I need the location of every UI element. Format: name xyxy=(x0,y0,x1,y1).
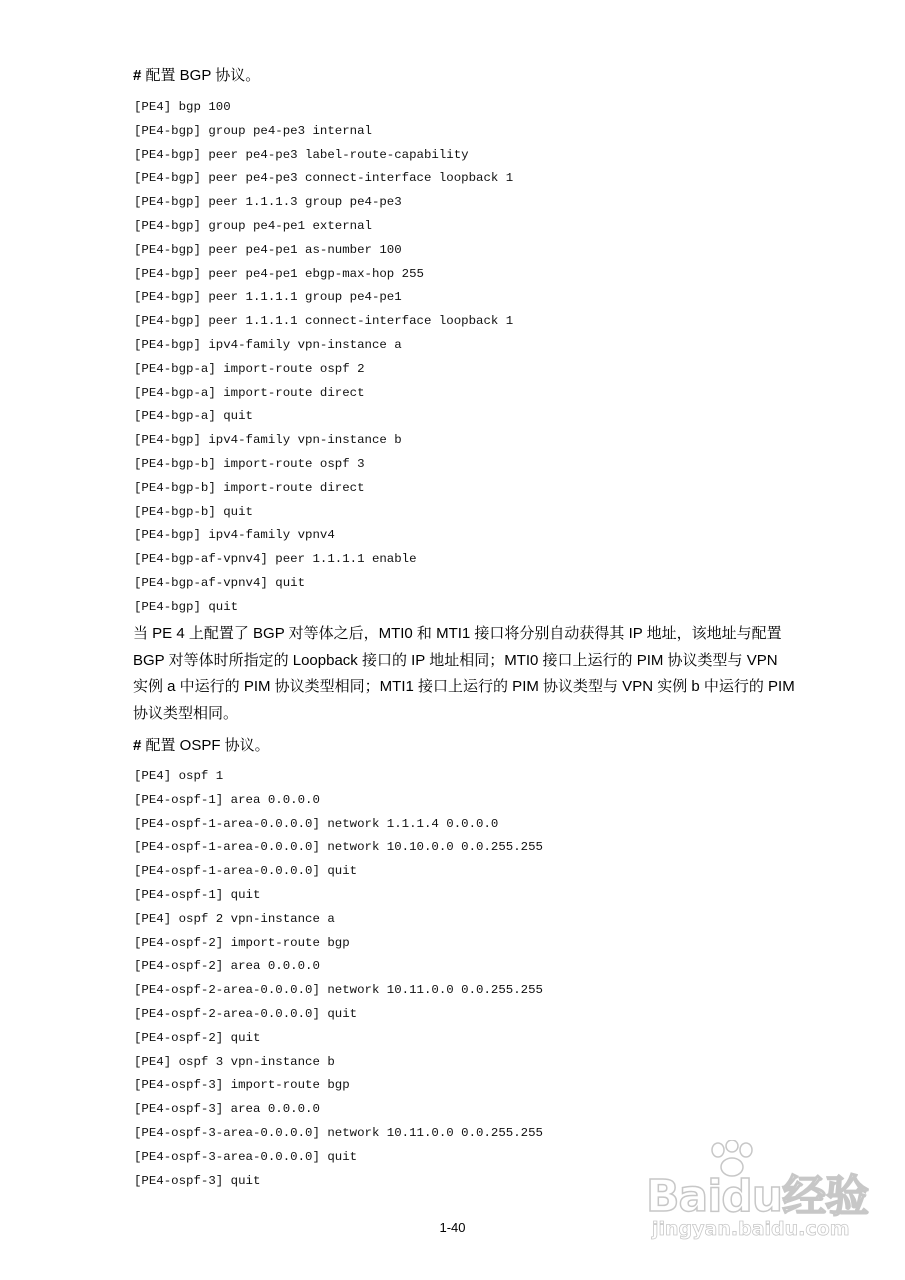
code-line: [PE4-bgp-a] quit xyxy=(134,409,253,424)
paragraph-line: 协议类型相同。 xyxy=(133,705,239,723)
code-line: [PE4-ospf-3-area-0.0.0.0] quit xyxy=(134,1149,358,1164)
paragraph-line: 当 PE 4 上配置了 BGP 对等体之后，MTI0 和 MTI1 接口将分别自动获得其 IP 地址，该地址与配置 xyxy=(133,625,782,642)
code-line: [PE4-ospf-2] import-route bgp xyxy=(134,935,350,950)
bgp-section-heading xyxy=(133,66,260,86)
code-line: [PE4-ospf-1] quit xyxy=(134,887,261,902)
heading-hash: # xyxy=(133,67,142,84)
paragraph-line: BGP 对等体时所指定的 Loopback 接口的 IP 地址相同；MTI0 接口上运行的 PIM 协议类型与 VPN xyxy=(133,651,778,669)
code-line: [PE4-bgp-af-vpnv4] peer 1.1.1.1 enable xyxy=(134,552,417,567)
ospf-section-heading xyxy=(133,736,270,756)
bgp-config-code-block xyxy=(134,96,513,620)
code-line: [PE4-ospf-2] quit xyxy=(134,1030,261,1045)
code-line: [PE4-ospf-3] quit xyxy=(134,1173,261,1188)
code-line: [PE4-bgp] peer pe4-pe1 ebgp-max-hop 255 xyxy=(134,266,424,281)
explanation-paragraph xyxy=(133,621,795,728)
watermark-url: jingyan.baidu.com xyxy=(652,1218,850,1240)
code-line: [PE4-bgp] peer pe4-pe3 connect-interface loopback 1 xyxy=(134,171,514,186)
ospf-heading-text: 配置 OSPF 协议。 xyxy=(141,737,270,754)
code-line: [PE4-ospf-1-area-0.0.0.0] network 10.10.0.0 0.0.255.255 xyxy=(134,840,543,855)
page-number: 1-40 xyxy=(439,1220,466,1235)
code-line: [PE4-ospf-1] area 0.0.0.0 xyxy=(134,792,320,807)
code-line: [PE4-bgp-b] import-route direct xyxy=(134,480,365,495)
code-line: [PE4-ospf-3] import-route bgp xyxy=(134,1078,350,1093)
code-line: [PE4-bgp] peer pe4-pe1 as-number 100 xyxy=(134,242,402,257)
code-line: [PE4] ospf 2 vpn-instance a xyxy=(134,911,335,926)
code-line: [PE4-bgp] quit xyxy=(134,599,239,614)
code-line: [PE4-ospf-1-area-0.0.0.0] network 1.1.1.4 0.0.0.0 xyxy=(134,816,499,831)
code-line: [PE4] ospf 3 vpn-instance b xyxy=(134,1054,335,1069)
watermark-brand: Baidu经验 xyxy=(646,1171,869,1222)
code-line: [PE4-bgp-b] import-route ospf 3 xyxy=(134,456,365,471)
code-line: [PE4] bgp 100 xyxy=(134,100,231,114)
code-line: [PE4-bgp] peer 1.1.1.1 connect-interface loopback 1 xyxy=(134,314,514,329)
code-line: [PE4-bgp] ipv4-family vpn-instance a xyxy=(134,337,402,352)
heading-hash: # xyxy=(133,737,142,754)
code-line: [PE4-bgp] group pe4-pe1 external xyxy=(134,218,372,233)
bgp-heading-text: 配置 BGP 协议。 xyxy=(141,67,261,84)
ospf-config-code-block xyxy=(134,765,543,1193)
code-line: [PE4-ospf-3] area 0.0.0.0 xyxy=(134,1102,320,1117)
code-line: [PE4-ospf-2-area-0.0.0.0] quit xyxy=(134,1006,358,1021)
code-line: [PE4-bgp-af-vpnv4] quit xyxy=(134,575,306,590)
code-line: [PE4-bgp] peer pe4-pe3 label-route-capability xyxy=(134,147,469,162)
code-line: [PE4-bgp-a] import-route ospf 2 xyxy=(134,361,365,376)
code-line: [PE4] ospf 1 xyxy=(134,769,224,783)
code-line: [PE4-bgp] group pe4-pe3 internal xyxy=(134,123,372,138)
code-line: [PE4-bgp] peer 1.1.1.1 group pe4-pe1 xyxy=(134,290,402,305)
code-line: [PE4-bgp-a] import-route direct xyxy=(134,385,365,400)
code-line: [PE4-ospf-1-area-0.0.0.0] quit xyxy=(134,864,358,879)
paragraph-line: 实例 a 中运行的 PIM 协议类型相同；MTI1 接口上运行的 PIM 协议类型与 VPN 实例 b 中运行的 PIM xyxy=(133,678,795,696)
code-line: [PE4-ospf-3-area-0.0.0.0] network 10.11.0.0 0.0.255.255 xyxy=(134,1125,543,1140)
code-line: [PE4-bgp] peer 1.1.1.3 group pe4-pe3 xyxy=(134,195,402,210)
code-line: [PE4-bgp] ipv4-family vpn-instance b xyxy=(134,433,402,448)
code-line: [PE4-bgp] ipv4-family vpnv4 xyxy=(134,528,335,543)
code-line: [PE4-ospf-2] area 0.0.0.0 xyxy=(134,959,320,974)
code-line: [PE4-bgp-b] quit xyxy=(134,504,253,519)
code-line: [PE4-ospf-2-area-0.0.0.0] network 10.11.0.0 0.0.255.255 xyxy=(134,983,543,998)
